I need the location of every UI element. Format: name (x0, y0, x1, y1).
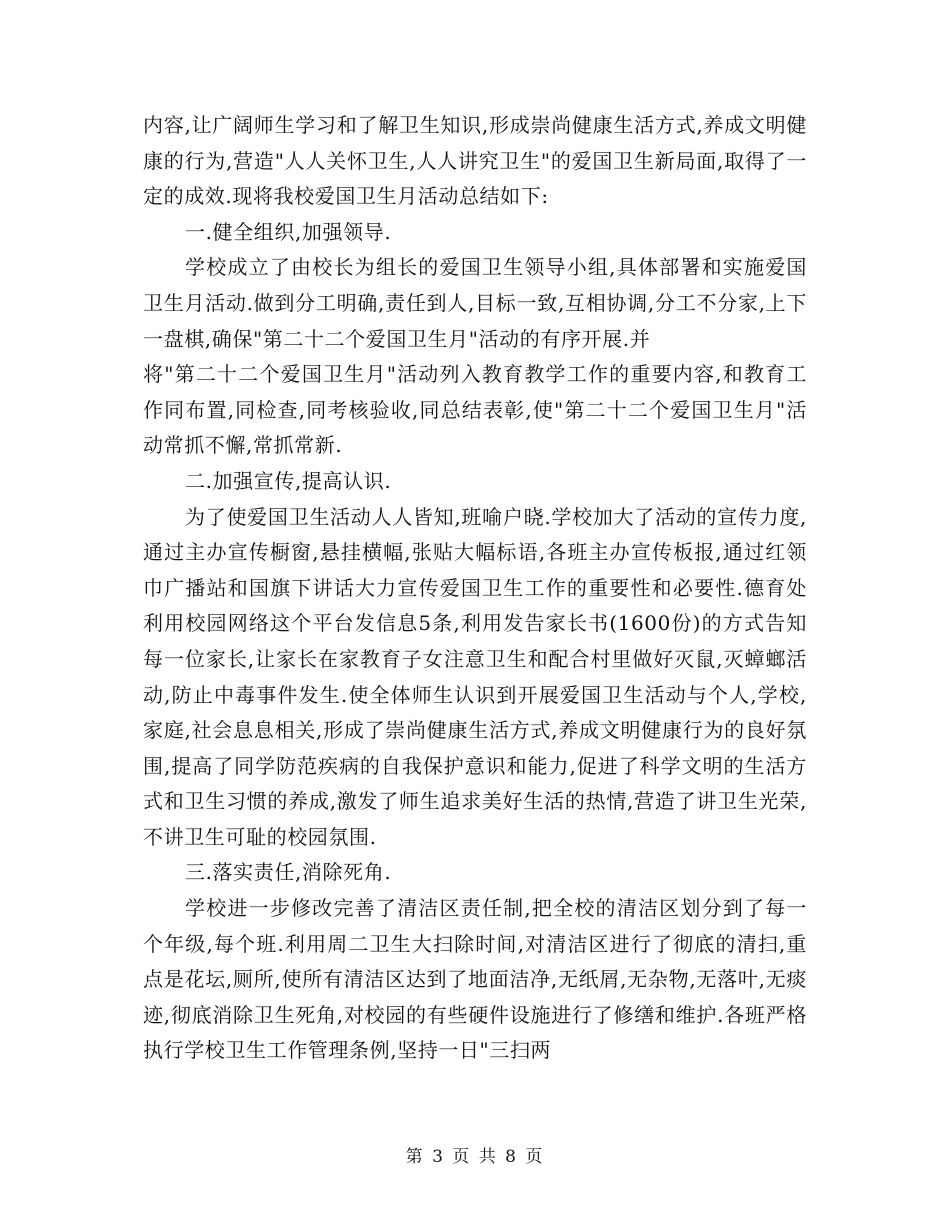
section-heading-2: 二.加强宣传,提高认识. (185, 468, 392, 493)
section-heading-3: 三.落实责任,消除死角. (185, 860, 392, 885)
paragraph-responsibility: 学校进一步修改完善了清洁区责任制,把全校的清洁区划分到了每一个年级,每个班.利用周二卫生大扫除时间,对清洁区进行了彻底的清扫,重点是花坛,厕所,使所有清洁区达到了地面洁净,无纸屑,无杂物,无落叶,无痰迹,彻底消除卫生死角,对校园的有些硬件设施进行了修缮和维护.各班严格执行学校卫生工作管理条例,坚持一日"三扫两 (143, 896, 807, 1063)
paragraph-publicity: 为了使爱国卫生活动人人皆知,班喻户晓.学校加大了活动的宣传力度,通过主办宣传橱窗,悬挂横幅,张贴大幅标语,各班主办宣传板报,通过红领巾广播站和国旗下讲话大力宣传爱国卫生工作的重要性和必要性.德育处利用校园网络这个平台发信息5条,利用发告家长书(1600份)的方式告知每一位家长,让家长在家教育子女注意卫生和配合村里做好灭鼠,灭蟑螂活动,防止中毒事件发生.使全体师生认识到开展爱国卫生活动与个人,学校,家庭,社会息息相关,形成了崇尚健康生活方式,养成文明健康行为的良好氛围,提高了同学防范疾病的自我保护意识和能力,促进了科学文明的生活方式和卫生习惯的养成,激发了师生追求美好生活的热情,营造了讲卫生光荣,不讲卫生可耻的校园氛围. (143, 504, 807, 849)
paragraph-organization-continued: 将"第二十二个爱国卫生月"活动列入教育教学工作的重要内容,和教育工作同布置,同检查,同考核验收,同总结表彰,使"第二十二个爱国卫生月"活动常抓不懈,常抓常新. (143, 362, 807, 458)
document-body (143, 108, 807, 1069)
paragraph-organization: 学校成立了由校长为组长的爱国卫生领导小组,具体部署和实施爱国卫生月活动.做到分工明确,责任到人,目标一致,互相协调,分工不分家,上下一盘棋,确保"第二十二个爱国卫生月"活动的有序开展.并 (143, 255, 807, 351)
section-heading-1: 一.健全组织,加强领导. (185, 219, 392, 244)
page-footer: 第 3 页 共 8 页 (405, 1147, 545, 1167)
paragraph-intro-continued: 内容,让广阔师生学习和了解卫生知识,形成崇尚健康生活方式,养成文明健康的行为,营造"人人关怀卫生,人人讲究卫生"的爱国卫生新局面,取得了一定的成效.现将我校爱国卫生月活动总结如下: (143, 113, 807, 209)
